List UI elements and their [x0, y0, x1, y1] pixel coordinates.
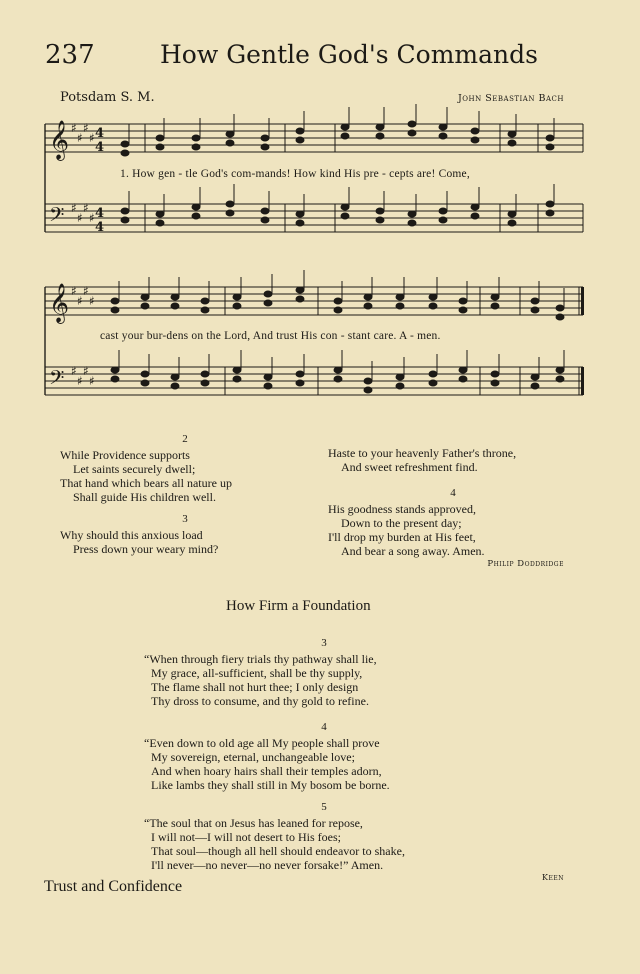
- notehead: [201, 371, 209, 377]
- notehead: [408, 121, 416, 127]
- notehead: [341, 204, 349, 210]
- sharp-sign: ♯: [89, 131, 95, 145]
- notehead: [296, 371, 304, 377]
- verse-line: Haste to your heavenly Father's throne,: [328, 446, 517, 460]
- notehead: [376, 208, 384, 214]
- notehead: [491, 294, 499, 300]
- notehead: [491, 303, 499, 309]
- notehead: [429, 371, 437, 377]
- verse-line: The flame shall not hurt thee; I only design: [151, 680, 359, 694]
- notehead: [264, 374, 272, 380]
- stanza-number: 3: [321, 637, 327, 649]
- notehead: [556, 305, 564, 311]
- notehead: [491, 380, 499, 386]
- notehead: [233, 303, 241, 309]
- notehead: [171, 303, 179, 309]
- notehead: [264, 383, 272, 389]
- sharp-sign: ♯: [71, 121, 77, 135]
- notehead: [226, 131, 234, 137]
- notehead: [121, 217, 129, 223]
- sharp-sign: ♯: [83, 201, 89, 215]
- notehead: [201, 380, 209, 386]
- notehead: [439, 217, 447, 223]
- notehead: [261, 144, 269, 150]
- lyrics-line-1: 1. How gen - tle God's com-mands! How kind His pre - cepts are! Come,: [120, 168, 470, 180]
- hymn-title: How Gentle God's Commands: [160, 40, 538, 69]
- notehead: [546, 135, 554, 141]
- notehead: [334, 307, 342, 313]
- notehead: [429, 380, 437, 386]
- verse-line: Why should this anxious load: [60, 528, 203, 542]
- stanza-3-continued: [328, 446, 578, 474]
- notehead: [471, 137, 479, 143]
- notehead: [556, 376, 564, 382]
- notehead: [171, 294, 179, 300]
- sharp-sign: ♯: [83, 284, 89, 298]
- stanza-number: 4: [321, 721, 327, 733]
- hymn-number: 237: [45, 40, 95, 70]
- notehead: [439, 208, 447, 214]
- notehead: [439, 133, 447, 139]
- notehead: [546, 144, 554, 150]
- notehead: [201, 298, 209, 304]
- stanza-number: 5: [321, 801, 327, 813]
- verse-line: Press down your weary mind?: [73, 542, 219, 556]
- sharp-sign: ♯: [77, 294, 83, 308]
- verse-line: And sweet refreshment find.: [341, 460, 478, 474]
- tune-credit: Keen: [542, 873, 564, 882]
- notehead: [192, 135, 200, 141]
- notehead: [201, 307, 209, 313]
- notehead: [156, 144, 164, 150]
- sharp-sign: ♯: [83, 121, 89, 135]
- notehead: [156, 135, 164, 141]
- verse-line: My grace, all-sufficient, shall be thy supply,: [151, 666, 363, 680]
- notehead: [233, 367, 241, 373]
- notehead: [141, 294, 149, 300]
- music-score: [0, 0, 640, 420]
- verse-line: Let saints securely dwell;: [73, 462, 196, 476]
- foundation-stanza-4: [144, 720, 504, 792]
- notehead: [531, 298, 539, 304]
- notehead: [121, 150, 129, 156]
- notehead: [226, 210, 234, 216]
- notehead: [556, 314, 564, 320]
- notehead: [396, 303, 404, 309]
- notehead: [364, 387, 372, 393]
- stanza-2: [60, 432, 310, 504]
- notehead: [364, 378, 372, 384]
- verse-line: That hand which bears all nature up: [60, 476, 232, 490]
- sharp-sign: ♯: [71, 364, 77, 378]
- notehead: [546, 210, 554, 216]
- final-barline: [581, 287, 584, 315]
- notehead: [508, 220, 516, 226]
- notehead: [341, 124, 349, 130]
- notehead: [226, 201, 234, 207]
- notehead: [334, 376, 342, 382]
- bass-clef: 𝄢: [49, 366, 65, 394]
- notehead: [111, 376, 119, 382]
- notehead: [429, 294, 437, 300]
- notehead: [508, 140, 516, 146]
- notehead: [264, 300, 272, 306]
- notehead: [296, 220, 304, 226]
- notehead: [471, 128, 479, 134]
- notehead: [296, 128, 304, 134]
- tune-name: Potsdam S. M.: [60, 90, 155, 105]
- notehead: [171, 383, 179, 389]
- notehead: [396, 294, 404, 300]
- notehead: [531, 374, 539, 380]
- notehead: [121, 208, 129, 214]
- notehead: [171, 374, 179, 380]
- notehead: [233, 294, 241, 300]
- notehead: [111, 298, 119, 304]
- notehead: [111, 307, 119, 313]
- notehead: [334, 367, 342, 373]
- notehead: [121, 141, 129, 147]
- notehead: [531, 307, 539, 313]
- verse-line: Shall guide His children well.: [73, 490, 216, 504]
- notehead: [141, 380, 149, 386]
- notehead: [429, 303, 437, 309]
- stanza-number: 2: [182, 433, 188, 445]
- verse-line: And when hoary hairs shall their temples adorn,: [151, 764, 382, 778]
- sharp-sign: ♯: [77, 374, 83, 388]
- verse-line: That soul—though all hell should endeavor to shake,: [151, 844, 405, 858]
- notehead: [296, 296, 304, 302]
- time-signature: 4: [95, 126, 105, 141]
- notehead: [296, 211, 304, 217]
- notehead: [439, 124, 447, 130]
- notehead: [156, 220, 164, 226]
- verse-line: While Providence supports: [60, 448, 190, 462]
- notehead: [141, 371, 149, 377]
- notehead: [408, 220, 416, 226]
- notehead: [491, 371, 499, 377]
- notehead: [233, 376, 241, 382]
- notehead: [408, 211, 416, 217]
- notehead: [296, 380, 304, 386]
- final-barline: [581, 367, 584, 395]
- notehead: [364, 294, 372, 300]
- verse-line: I'll drop my burden at His feet,: [328, 530, 476, 544]
- sharp-sign: ♯: [77, 211, 83, 225]
- composer: John Sebastian Bach: [457, 93, 564, 104]
- notehead: [364, 303, 372, 309]
- verse-line: Thy dross to consume, and thy gold to refine.: [151, 694, 369, 708]
- notehead: [396, 374, 404, 380]
- notehead: [156, 211, 164, 217]
- notehead: [261, 208, 269, 214]
- verse-line: And bear a song away. Amen.: [341, 544, 485, 558]
- notehead: [459, 298, 467, 304]
- notehead: [459, 307, 467, 313]
- second-hymn-title: How Firm a Foundation: [226, 598, 371, 614]
- notehead: [471, 204, 479, 210]
- verse-line: Like lambs they shall still in My bosom be borne.: [151, 778, 390, 792]
- verse-line: I will not—I will not desert to His foes;: [151, 830, 341, 844]
- sharp-sign: ♯: [89, 374, 95, 388]
- notehead: [508, 131, 516, 137]
- lyrics-line-2: cast your bur-dens on the Lord, And trust His con - stant care. A - men.: [100, 330, 441, 342]
- sharp-sign: ♯: [83, 364, 89, 378]
- foundation-stanza-3: [144, 636, 504, 708]
- verse-line: His goodness stands approved,: [328, 502, 476, 516]
- notehead: [192, 144, 200, 150]
- treble-clef: 𝄞: [49, 120, 70, 160]
- notehead: [459, 367, 467, 373]
- verse-line: “Even down to old age all My people shall prove: [144, 736, 380, 750]
- notehead: [508, 211, 516, 217]
- verse-line: My sovereign, eternal, unchangeable love;: [151, 750, 355, 764]
- author-credit: Philip Doddridge: [487, 559, 564, 569]
- treble-clef: 𝄞: [49, 283, 70, 323]
- notehead: [334, 298, 342, 304]
- bass-clef: 𝄢: [49, 203, 65, 231]
- notehead: [296, 137, 304, 143]
- notehead: [192, 204, 200, 210]
- notehead: [376, 124, 384, 130]
- notehead: [261, 135, 269, 141]
- verse-line: I'll never—no never—no never forsake!” Amen.: [151, 858, 384, 872]
- notehead: [341, 213, 349, 219]
- notehead: [192, 213, 200, 219]
- sharp-sign: ♯: [77, 131, 83, 145]
- foundation-stanza-5: [144, 800, 504, 872]
- notehead: [111, 367, 119, 373]
- notehead: [546, 201, 554, 207]
- verse-line: Down to the present day;: [341, 516, 462, 530]
- notehead: [296, 287, 304, 293]
- time-signature: 4: [95, 206, 105, 221]
- notehead: [341, 133, 349, 139]
- notehead: [261, 217, 269, 223]
- sharp-sign: ♯: [71, 201, 77, 215]
- stanza-3: [60, 512, 310, 556]
- notehead: [396, 383, 404, 389]
- time-signature: 4: [95, 140, 105, 155]
- notehead: [141, 303, 149, 309]
- notehead: [376, 133, 384, 139]
- notehead: [556, 367, 564, 373]
- sharp-sign: ♯: [89, 294, 95, 308]
- sharp-sign: ♯: [89, 211, 95, 225]
- stanza-4: [328, 486, 578, 558]
- topic-heading: Trust and Confidence: [44, 878, 183, 895]
- notehead: [226, 140, 234, 146]
- notehead: [531, 383, 539, 389]
- notehead: [471, 213, 479, 219]
- time-signature: 4: [95, 220, 105, 235]
- verse-line: “The soul that on Jesus has leaned for repose,: [144, 816, 363, 830]
- verse-line: “When through fiery trials thy pathway shall lie,: [144, 652, 377, 666]
- stanza-number: 3: [182, 513, 188, 525]
- notehead: [264, 291, 272, 297]
- notehead: [376, 217, 384, 223]
- sharp-sign: ♯: [71, 284, 77, 298]
- notehead: [459, 376, 467, 382]
- stanza-number: 4: [450, 487, 456, 499]
- notehead: [408, 130, 416, 136]
